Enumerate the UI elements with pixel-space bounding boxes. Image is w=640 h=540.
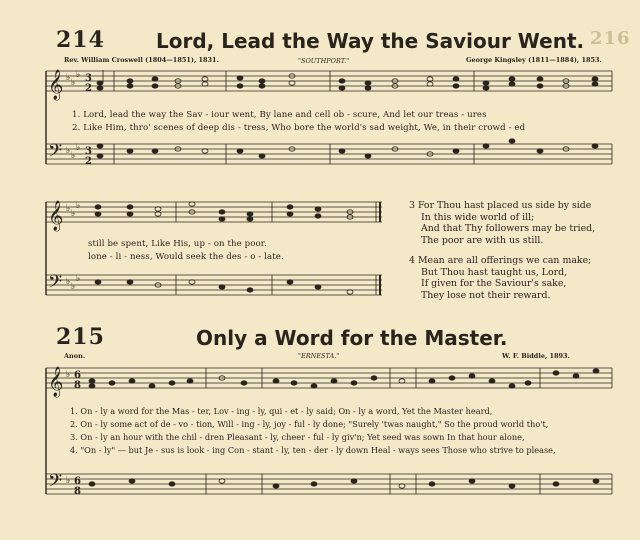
svg-text:♭: ♭ (76, 201, 81, 211)
hymn-214-composer: George Kingsley (1811—1884), 1853. (466, 56, 602, 64)
svg-text:𝄢: 𝄢 (48, 471, 63, 496)
svg-text:2: 2 (85, 83, 92, 94)
hymn-214-tune: "SOUTHPORT." (298, 57, 350, 65)
svg-text:♭: ♭ (66, 370, 71, 380)
hymn-214-number: 214 (56, 27, 105, 53)
svg-text:𝄞: 𝄞 (48, 367, 64, 397)
svg-text:𝄢: 𝄢 (48, 141, 63, 166)
svg-text:♭: ♭ (66, 146, 71, 156)
svg-text:𝄞: 𝄞 (48, 70, 64, 100)
svg-text:♭: ♭ (71, 282, 76, 292)
faint-page-number: 216 (590, 28, 631, 49)
svg-text:8: 8 (74, 380, 81, 391)
hymn-215-tune: "ERNESTA." (298, 352, 340, 360)
svg-text:♭: ♭ (76, 143, 81, 153)
hymn-215-title: Only a Word for the Master. (196, 326, 508, 350)
verse-4-line-4: They lose not their reward. (421, 289, 551, 301)
verse-4-line-2: But Thou hast taught us, Lord, (421, 266, 568, 278)
hymn-214-lyrics-verse-1-end: still be spent, Like His, up - on the poor. (88, 239, 267, 249)
hymn-215-lyrics-verse-1: 1. On - ly a word for the Mas - ter, Lov - ing - ly, qui - et - ly said; On - ly a word, Yet the Master heard, (70, 406, 493, 416)
verse-3-line-3: And that Thy followers may be tried, (421, 223, 596, 235)
svg-text:6: 6 (74, 476, 81, 487)
verse-4-line-1: 4 Mean are all offerings we can make; (409, 255, 592, 266)
svg-text:8: 8 (74, 486, 81, 497)
svg-text:2: 2 (85, 156, 92, 167)
svg-text:♭: ♭ (71, 78, 76, 88)
svg-text:♭: ♭ (66, 476, 71, 486)
svg-text:♭: ♭ (66, 277, 71, 287)
svg-text:♭: ♭ (71, 209, 76, 219)
svg-text:6: 6 (74, 370, 81, 381)
hymn-214-lyrics-verse-2-end: lone - li - ness, Would seek the des - o - late. (88, 252, 284, 262)
svg-text:3: 3 (85, 146, 92, 157)
svg-text:♭: ♭ (66, 204, 71, 214)
svg-text:♭: ♭ (71, 151, 76, 161)
svg-text:𝄢: 𝄢 (48, 272, 63, 297)
svg-text:𝄞: 𝄞 (48, 201, 64, 231)
verse-4-line-3: If given for the Saviour's sake, (421, 278, 567, 290)
verse-3-line-1: 3 For Thou hast placed us side by side (409, 200, 592, 211)
hymn-215-composer: W. F. Biddle, 1893. (502, 352, 570, 360)
hymn-215-number: 215 (56, 324, 105, 350)
hymn-215-lyrics-verse-4: 4. "On - ly" — but Je - sus is look - ing Con - stant - ly, ten - der - ly down Heal - ways sees Those who strive to please, (70, 445, 556, 455)
hymn-215-lyrics-verse-3: 3. On - ly an hour with the chil - dren Pleasant - ly, cheer - ful - ly giv'n; Yet seed was sown In that hour alone, (70, 432, 525, 442)
svg-text:♭: ♭ (66, 73, 71, 83)
hymn-214-title: Lord, Lead the Way the Saviour Went. (156, 29, 585, 53)
svg-text:♭: ♭ (76, 70, 81, 80)
hymn-215-lyrics-verse-2: 2. On - ly some act of de - vo - tion, Will - ing - ly, joy - ful - ly done; "Surely 'twas naught," So the proud world tho't, (70, 419, 549, 429)
hymn-214-lyrics-verse-2: 2. Like Him, thro' scenes of deep dis - tress, Who bore the world's sad weight, We, in their crowd - ed (72, 123, 526, 133)
hymn-214-lyrics-verse-1: 1. Lord, lead the way the Sav - iour went, By lane and cell ob - scure, And let our treas - ures (72, 110, 487, 120)
svg-text:3: 3 (85, 73, 92, 84)
verse-3-line-2: In this wide world of ill; (421, 211, 535, 223)
verse-3-line-4: The poor are with us still. (421, 234, 544, 246)
svg-text:♭: ♭ (76, 274, 81, 284)
hymn-214-author: Rev. William Croswell (1804—1851), 1831. (64, 56, 219, 64)
hymn-215-author: Anon. (64, 352, 86, 360)
